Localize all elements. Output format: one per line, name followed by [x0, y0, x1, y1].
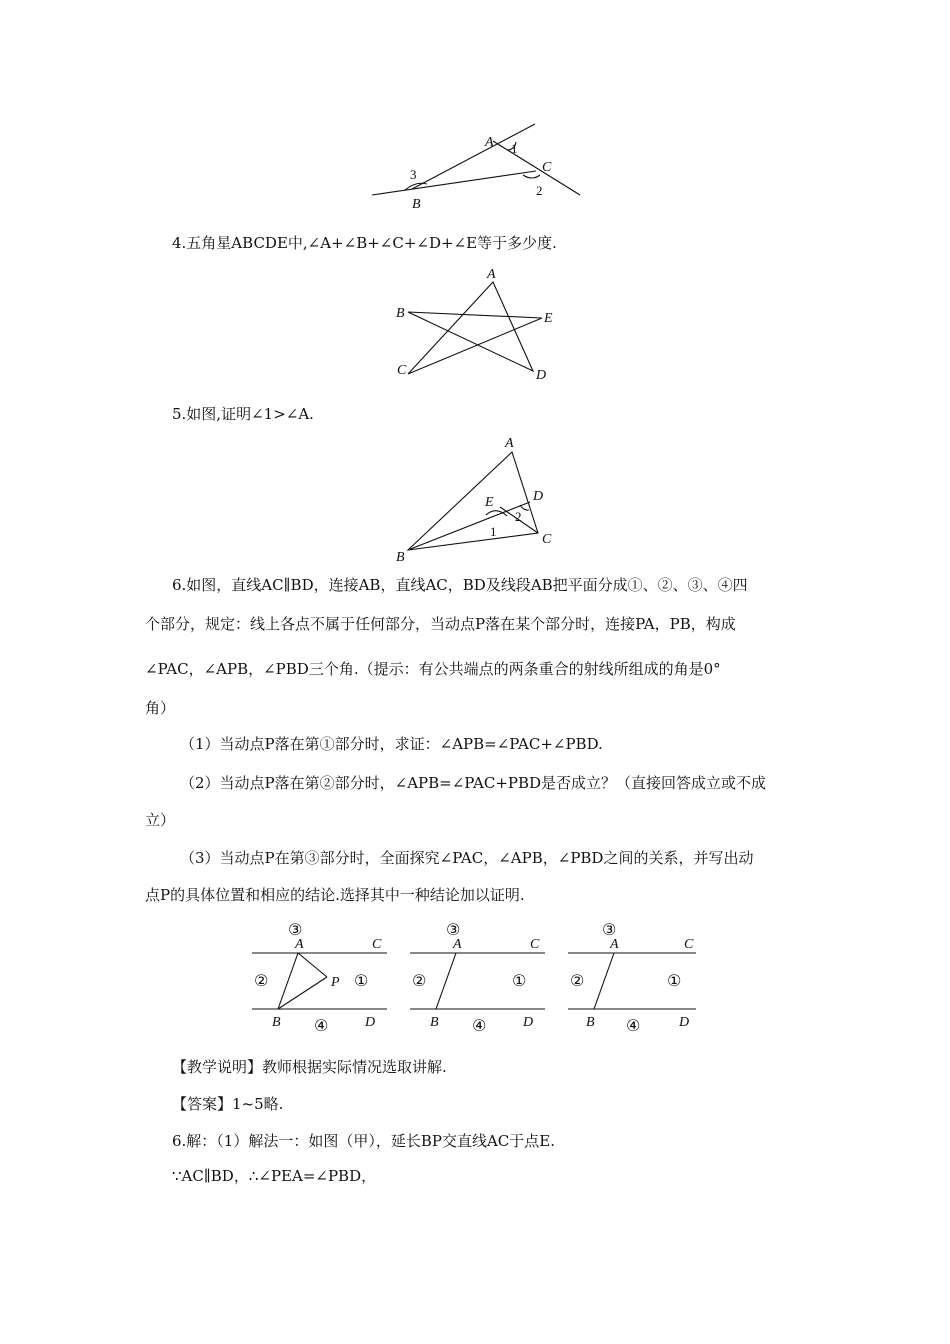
region-3-marker: ③ — [288, 920, 303, 939]
label-d: D — [536, 368, 547, 383]
label-d: D — [523, 1015, 534, 1030]
label-d: D — [679, 1015, 690, 1030]
teaching-note: 【教学说明】教师根据实际情况选取讲解. — [172, 1058, 447, 1076]
region-2-marker: ② — [412, 971, 427, 990]
label-c: C — [684, 937, 694, 952]
line-bc-extended — [372, 171, 536, 195]
question-6-part-3-line-1: （3）当动点P在第③部分时，全面探究∠PAC，∠APB，∠PBD之间的关系，并写出动 — [180, 849, 754, 867]
label-e: E — [544, 311, 553, 326]
region-4-marker: ④ — [472, 1016, 487, 1035]
region-2-marker: ② — [570, 971, 585, 990]
region-3-marker: ③ — [446, 920, 461, 939]
label-angle-3: 3 — [410, 167, 417, 182]
figure-interior-point — [390, 430, 570, 565]
label-d: D — [533, 489, 544, 504]
label-c: C — [372, 937, 382, 952]
figure-pentagram — [390, 262, 570, 387]
label-a: A — [295, 937, 304, 952]
segment-ab — [436, 953, 456, 1009]
label-b: B — [586, 1015, 595, 1030]
label-angle-2: 2 — [536, 183, 543, 198]
question-6-line-2: 个部分，规定：线上各点不属于任何部分，当动点P落在某个部分时，连接PA，PB，构成 — [145, 615, 736, 633]
label-b: B — [396, 306, 405, 321]
label-angle-2: 2 — [515, 509, 522, 524]
segment-ap — [298, 953, 327, 977]
region-1-marker: ① — [354, 971, 369, 990]
question-6-line-4: 角） — [145, 699, 176, 717]
label-a: A — [487, 267, 496, 282]
question-5: 5.如图,证明∠1>∠A. — [172, 405, 314, 423]
label-a: A — [485, 135, 494, 150]
question-6-line-3: ∠PAC，∠APB，∠PBD三个角.（提示：有公共端点的两条重合的射线所组成的角是0° — [145, 660, 721, 678]
question-6-part-2-line-2: 立） — [145, 811, 176, 829]
region-1-marker: ① — [667, 971, 682, 990]
label-e: E — [485, 495, 494, 510]
label-c: C — [542, 532, 552, 547]
figure-parallel-lines-1 — [250, 915, 390, 1040]
region-1-marker: ① — [512, 971, 527, 990]
line-ba-extended — [412, 124, 535, 189]
label-b: B — [396, 550, 405, 565]
figure-parallel-lines-3 — [566, 915, 706, 1040]
pentagram-lines — [408, 282, 542, 374]
label-angle-1: 1 — [511, 141, 518, 156]
segment-bp — [278, 977, 327, 1009]
region-3-marker: ③ — [602, 920, 617, 939]
answer: 【答案】1~5略. — [172, 1095, 284, 1113]
question-6-line-1: 6.如图，直线AC∥BD，连接AB，直线AC，BD及线段AB把平面分成①、②、③、④四 — [172, 576, 748, 594]
label-c: C — [530, 937, 540, 952]
region-4-marker: ④ — [626, 1016, 641, 1035]
question-6-part-3-line-2: 点P的具体位置和相应的结论.选择其中一种结论加以证明. — [145, 886, 525, 904]
region-4-marker: ④ — [314, 1016, 329, 1035]
label-c: C — [397, 363, 407, 378]
label-a: A — [610, 937, 619, 952]
label-p: P — [331, 975, 340, 990]
angle-2-arc — [523, 175, 540, 178]
line-bd — [408, 502, 530, 550]
question-6-part-2-line-1: （2）当动点P落在第②部分时，∠APB=∠PAC+PBD是否成立？（直接回答成立或不成 — [180, 774, 767, 792]
label-d: D — [365, 1015, 376, 1030]
label-c: C — [542, 160, 552, 175]
solution-line-2: ∵AC∥BD，∴∠PEA=∠PBD， — [172, 1167, 377, 1185]
label-a: A — [505, 436, 514, 451]
figure-exterior-angles — [360, 115, 590, 215]
figure-parallel-lines-2 — [408, 915, 548, 1040]
question-4: 4.五角星ABCDE中,∠A+∠B+∠C+∠D+∠E等于多少度. — [172, 234, 557, 252]
triangle-abc — [408, 452, 538, 550]
label-a: A — [453, 937, 462, 952]
label-b: B — [430, 1015, 439, 1030]
segment-ab — [594, 953, 614, 1009]
label-b: B — [412, 197, 421, 212]
label-angle-1: 1 — [490, 524, 497, 539]
solution-line-1: 6.解：（1）解法一：如图（甲），延长BP交直线AC于点E. — [172, 1132, 556, 1150]
region-2-marker: ② — [254, 971, 269, 990]
label-b: B — [272, 1015, 281, 1030]
question-6-part-1: （1）当动点P落在第①部分时，求证：∠APB=∠PAC+∠PBD. — [180, 735, 603, 753]
segment-ab — [278, 953, 298, 1009]
